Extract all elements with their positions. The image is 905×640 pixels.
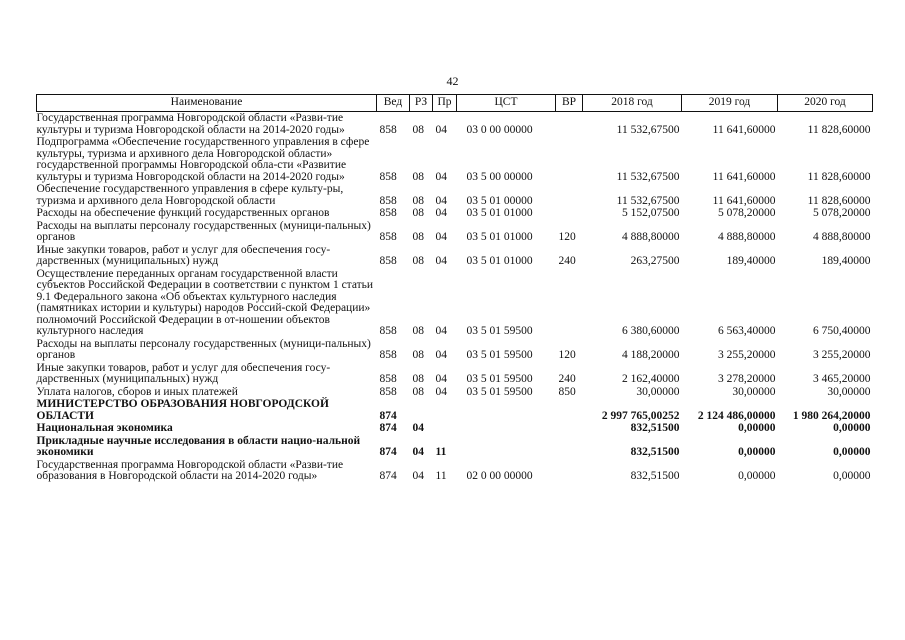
table-body — [37, 112, 873, 483]
cell-y2019: 11 641,60000 — [712, 123, 776, 136]
cell-name: Иные закупки товаров, работ и услуг для обеспечения госу-дарственных (муниципальных) нужд — [36, 243, 331, 267]
header-2019: 2019 год — [682, 95, 778, 112]
cell-y2020: 30,00000 — [827, 385, 871, 398]
cell-y2019: 4 888,80000 — [718, 231, 776, 243]
cell-y2019: 3 278,20000 — [718, 373, 776, 385]
cell-rz: 08 — [412, 349, 424, 361]
header-2018: 2018 год — [583, 95, 682, 112]
cell-y2018: 4 888,80000 — [622, 231, 680, 243]
cell-y2018: 11 532,67500 — [616, 194, 680, 207]
cell-y2019: 11 641,60000 — [712, 194, 776, 207]
cell-y2019: 0,00000 — [738, 470, 776, 482]
cell-y2020: 5 078,20000 — [813, 207, 871, 219]
table-row — [37, 207, 873, 220]
table-row — [37, 244, 873, 268]
cell-y2019: 189,40000 — [726, 255, 776, 267]
cell-y2018: 11 532,67500 — [616, 123, 680, 136]
header-pr: Пр — [433, 95, 457, 112]
table-row — [37, 136, 873, 183]
cell-cst: 03 5 01 59500 — [466, 373, 533, 385]
cell-pr: 04 — [435, 255, 447, 267]
cell-pr: 04 — [435, 373, 447, 385]
cell-vr: 850 — [558, 385, 576, 398]
cell-pr — [433, 422, 457, 435]
cell-vr — [556, 112, 583, 137]
cell-vr — [556, 136, 583, 183]
cell-y2020: 0,00000 — [833, 470, 871, 482]
cell-cst: 03 5 01 01000 — [466, 231, 533, 243]
cell-y2018: 6 380,60000 — [622, 325, 680, 337]
cell-y2019: 2 124 486,00000 — [697, 409, 776, 422]
cell-y2018: 263,27500 — [630, 255, 680, 267]
cell-pr: 04 — [435, 123, 447, 136]
cell-cst: 03 0 00 00000 — [466, 123, 533, 136]
cell-pr: 04 — [435, 385, 447, 398]
header-rz: РЗ — [410, 95, 433, 112]
cell-y2018: 832,51500 — [630, 422, 680, 434]
cell-y2019: 5 078,20000 — [718, 207, 776, 219]
cell-vr: 120 — [558, 231, 576, 243]
table-header-row — [37, 95, 873, 112]
cell-rz: 08 — [412, 194, 424, 207]
cell-ved: 858 — [379, 194, 397, 207]
cell-pr: 04 — [435, 170, 447, 183]
cell-cst — [457, 422, 556, 435]
cell-ved: 858 — [379, 170, 397, 183]
table-row — [37, 435, 873, 459]
table-row — [37, 422, 873, 435]
cell-name: Национальная экономика — [36, 422, 173, 434]
cell-name: Государственная программа Новгородской области «Разви-тие культуры и туризма Новгородской области на 2014-2020 годы» — [36, 112, 345, 136]
cell-rz — [410, 398, 433, 422]
header-name: Наименование — [37, 95, 377, 112]
cell-y2020: 4 888,80000 — [813, 231, 871, 243]
cell-name: Расходы на выплаты персоналу государственных (муници-пальных) органов — [36, 219, 371, 243]
cell-y2019: 6 563,40000 — [718, 325, 776, 337]
cell-rz: 08 — [412, 385, 424, 398]
header-2020: 2020 год — [778, 95, 873, 112]
cell-y2020: 6 750,40000 — [813, 325, 871, 337]
cell-vr — [556, 268, 583, 338]
table-row — [37, 362, 873, 386]
cell-rz: 04 — [412, 470, 424, 482]
cell-y2019: 0,00000 — [738, 422, 776, 434]
table-row — [37, 220, 873, 244]
cell-vr — [556, 459, 583, 483]
cell-rz: 08 — [412, 325, 424, 337]
cell-cst: 02 0 00 00000 — [466, 470, 533, 482]
cell-name: Уплата налогов, сборов и иных платежей — [36, 385, 238, 398]
cell-y2020: 11 828,60000 — [807, 123, 871, 136]
cell-rz: 04 — [412, 446, 424, 458]
cell-rz: 08 — [412, 123, 424, 136]
cell-vr — [556, 422, 583, 435]
cell-rz: 04 — [412, 422, 424, 434]
budget-table — [36, 94, 873, 483]
cell-vr: 240 — [558, 373, 576, 385]
cell-cst — [457, 435, 556, 459]
cell-y2020: 3 255,20000 — [813, 349, 871, 361]
cell-cst: 03 5 01 01000 — [466, 255, 533, 267]
cell-rz: 08 — [412, 373, 424, 385]
cell-name: Иные закупки товаров, работ и услуг для обеспечения госу-дарственных (муниципальных) нужд — [36, 361, 331, 385]
cell-y2018: 832,51500 — [630, 446, 680, 458]
cell-y2020: 0,00000 — [833, 422, 871, 434]
cell-ved: 858 — [379, 373, 397, 385]
header-vr: ВР — [556, 95, 583, 112]
cell-y2020: 0,00000 — [833, 446, 871, 458]
cell-ved: 874 — [379, 470, 397, 482]
cell-cst: 03 5 00 00000 — [466, 170, 533, 183]
cell-y2018: 30,00000 — [636, 385, 680, 398]
cell-y2019: 3 255,20000 — [718, 349, 776, 361]
cell-cst: 03 5 01 59500 — [466, 325, 533, 337]
cell-vr: 240 — [558, 255, 576, 267]
table-row — [37, 338, 873, 362]
cell-y2018: 5 152,07500 — [622, 207, 680, 219]
cell-cst: 03 5 01 59500 — [466, 349, 533, 361]
cell-y2018: 4 188,20000 — [622, 349, 680, 361]
cell-ved: 858 — [379, 123, 397, 136]
cell-name: Расходы на обеспечение функций государственных органов — [36, 207, 330, 219]
cell-ved: 858 — [379, 231, 397, 243]
cell-pr: 04 — [435, 349, 447, 361]
cell-name: Обеспечение государственного управления в сфере культу-ры, туризма и архивного дела Новгородской области — [36, 183, 344, 207]
cell-y2018: 2 162,40000 — [622, 373, 680, 385]
table-row — [37, 459, 873, 483]
cell-pr: 11 — [435, 446, 447, 458]
cell-name: Осуществление переданных органам государственной власти субъектов Российской Федерации в соответствии с пунктом 1 статьи 9.1 Федерального закона «Об объектах культурного наследия (памятниках истории и культуры) народов Россий-ской Федерации» полномочий Российской Федерации в от-ношении объектов культурного наследия — [36, 267, 374, 337]
cell-rz: 08 — [412, 170, 424, 183]
cell-cst: 03 5 01 00000 — [466, 194, 533, 207]
cell-ved: 858 — [379, 325, 397, 337]
header-ved: Вед — [377, 95, 410, 112]
cell-y2020: 3 465,20000 — [813, 373, 871, 385]
cell-vr: 120 — [558, 349, 576, 361]
cell-y2020: 11 828,60000 — [807, 170, 871, 183]
cell-ved: 858 — [379, 349, 397, 361]
cell-pr: 04 — [435, 194, 447, 207]
cell-vr — [556, 398, 583, 422]
cell-ved: 858 — [379, 255, 397, 267]
cell-y2018: 11 532,67500 — [616, 170, 680, 183]
cell-y2019: 30,00000 — [732, 385, 776, 398]
header-cst: ЦСТ — [457, 95, 556, 112]
cell-y2018: 832,51500 — [630, 470, 680, 482]
cell-vr — [556, 435, 583, 459]
cell-rz: 08 — [412, 255, 424, 267]
cell-name: Подпрограмма «Обеспечение государственного управления в сфере культуры, туризма и архивного дела Новгородской области» государственной программы Новгородской обла-сти «Развитие культуры и туризма Новгородской области на 2014-2020 годы» — [36, 136, 370, 183]
cell-rz: 08 — [412, 231, 424, 243]
cell-name: МИНИСТЕРСТВО ОБРАЗОВАНИЯ НОВГОРОДСКОЙ ОБЛАСТИ — [36, 398, 329, 422]
cell-y2020: 1 980 264,20000 — [792, 409, 871, 422]
cell-y2020: 189,40000 — [821, 255, 871, 267]
cell-cst: 03 5 01 01000 — [466, 207, 533, 219]
cell-vr — [556, 183, 583, 207]
cell-ved: 858 — [379, 207, 397, 219]
cell-y2019: 0,00000 — [738, 446, 776, 458]
cell-ved: 858 — [379, 385, 397, 398]
table-row — [37, 268, 873, 338]
cell-ved: 874 — [379, 422, 397, 434]
cell-y2018: 2 997 765,00252 — [601, 409, 680, 422]
page-number: 42 — [446, 74, 459, 88]
cell-cst: 03 5 01 59500 — [466, 385, 533, 398]
cell-vr — [556, 207, 583, 220]
cell-ved: 874 — [379, 446, 397, 458]
table-row — [37, 183, 873, 207]
table-row — [37, 386, 873, 399]
cell-pr: 11 — [435, 470, 447, 482]
cell-name: Расходы на выплаты персоналу государственных (муници-пальных) органов — [36, 337, 371, 361]
cell-pr: 04 — [435, 325, 447, 337]
cell-y2020: 11 828,60000 — [807, 194, 871, 207]
cell-rz: 08 — [412, 207, 424, 219]
cell-pr — [433, 398, 457, 422]
table-row — [37, 398, 873, 422]
cell-cst — [457, 398, 556, 422]
cell-ved: 874 — [379, 409, 397, 422]
cell-pr: 04 — [435, 207, 447, 219]
cell-y2019: 11 641,60000 — [712, 170, 776, 183]
table-row — [37, 112, 873, 137]
cell-name: Государственная программа Новгородской области «Разви-тие образования в Новгородской области на 2014-2020 годы» — [36, 458, 344, 482]
cell-pr: 04 — [435, 231, 447, 243]
cell-name: Прикладные научные исследования в области нацио-нальной экономики — [36, 434, 361, 458]
